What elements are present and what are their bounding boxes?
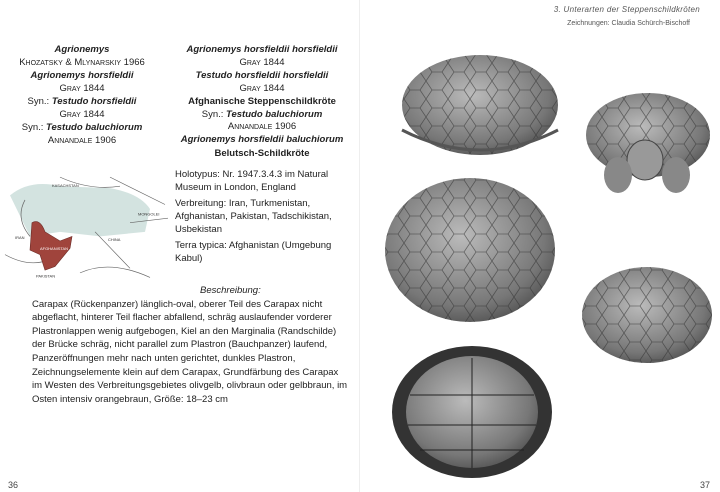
subspecies-name: Agrionemys horsfieldii horsfieldii bbox=[186, 44, 338, 55]
description-title: Beschreibung: bbox=[200, 285, 261, 296]
right-page bbox=[360, 0, 720, 492]
syn-prefix: Syn.: bbox=[201, 108, 224, 120]
map-label-mongolia: MONGOLEI bbox=[138, 212, 160, 217]
taxon-name: Agrionemys bbox=[54, 44, 110, 55]
taxon-author: Annandale 1906 bbox=[227, 121, 297, 132]
map-label-pakistan: PAKISTAN bbox=[36, 274, 56, 279]
taxon-name: Testudo horsfieldii bbox=[51, 96, 137, 107]
subspecies-name: Agrionemys horsfieldii baluchiorum bbox=[180, 133, 344, 145]
tortoise-side-view bbox=[402, 55, 558, 155]
chapter-header: 3. Unterarten der Steppenschildkröten bbox=[553, 5, 700, 14]
map-label-iran: IRAN bbox=[15, 236, 25, 241]
taxonomy-column-1 bbox=[0, 44, 164, 148]
taxonomy-column-2 bbox=[166, 44, 358, 161]
taxon-author: Gray 1844 bbox=[239, 82, 285, 94]
taxon-author: Gray 1844 bbox=[59, 82, 105, 94]
taxon-name: Testudo baluchiorum bbox=[226, 108, 323, 120]
tortoise-illustrations bbox=[360, 0, 720, 492]
common-name: Afghanische Steppenschildkröte bbox=[188, 96, 336, 107]
syn-prefix: Syn.: bbox=[21, 122, 44, 133]
map-label-china: CHINA bbox=[108, 238, 121, 242]
common-name: Belutsch-Schildkröte bbox=[214, 148, 310, 159]
map-label-kazakhstan: KASACHSTAN bbox=[52, 184, 79, 189]
distribution-text: Verbreitung: Iran, Turkmenistan, Afghanistan, Pakistan, Tadschikistan, Usbekistan bbox=[175, 198, 332, 235]
description bbox=[32, 284, 350, 406]
holotype-text: Holotypus: Nr. 1947.3.4.3 im Natural Museum in London, England bbox=[175, 169, 329, 193]
tortoise-top-view bbox=[385, 178, 555, 322]
description-text: Carapax (Rückenpanzer) länglich-oval, oberer Teil des Carapax nicht abgeflacht, hinterer Teil flacher abfallend, schräg auslaufender vorderer Plastronlappen wenig aufgebogen, Kiel an den Marginalia (Randschilde) der Brücke schräg, nicht parallel zum Plastron (Bauchpanzer) laufend, Panzeröffnungen mehr nach unten gerichtet, dunkles Plastron, Zeichnungselemente klein auf dem Carapax, Grundfärbung des Carapax im Westen des Verbreitungsgebietes olivgelb, olivbraun oder gelbbraun, im Osten intensiv orangebraun, Größe: 18–23 cm bbox=[32, 298, 348, 405]
taxon-author: Gray 1844 bbox=[59, 108, 105, 120]
taxon-author: Annandale 1906 bbox=[47, 134, 117, 146]
page-number: 36 bbox=[8, 480, 19, 490]
type-locality-text: Terra typica: Afghanistan (Umgebung Kabul) bbox=[175, 240, 332, 264]
taxon-name: Testudo baluchiorum bbox=[46, 122, 143, 133]
map-label-afghanistan: AFGHANISTAN bbox=[40, 247, 69, 252]
taxon-author: Gray 1844 bbox=[239, 56, 285, 68]
distribution-map bbox=[0, 168, 168, 282]
tortoise-front-view bbox=[586, 93, 710, 193]
page-number: 37 bbox=[700, 480, 711, 490]
species-info bbox=[175, 168, 350, 268]
taxon-name: Agrionemys horsfieldii bbox=[30, 70, 134, 81]
tortoise-three-quarter-view bbox=[582, 267, 712, 363]
tortoise-plastron-view bbox=[392, 346, 552, 478]
subspecies-name: Testudo horsfieldii horsfieldii bbox=[195, 70, 329, 81]
syn-prefix: Syn.: bbox=[27, 96, 50, 107]
taxon-author: Khozatsky & Mlynarskiy 1966 bbox=[19, 56, 145, 68]
illustration-credit: Zeichnungen: Claudia Schürch-Bischoff bbox=[567, 20, 690, 27]
